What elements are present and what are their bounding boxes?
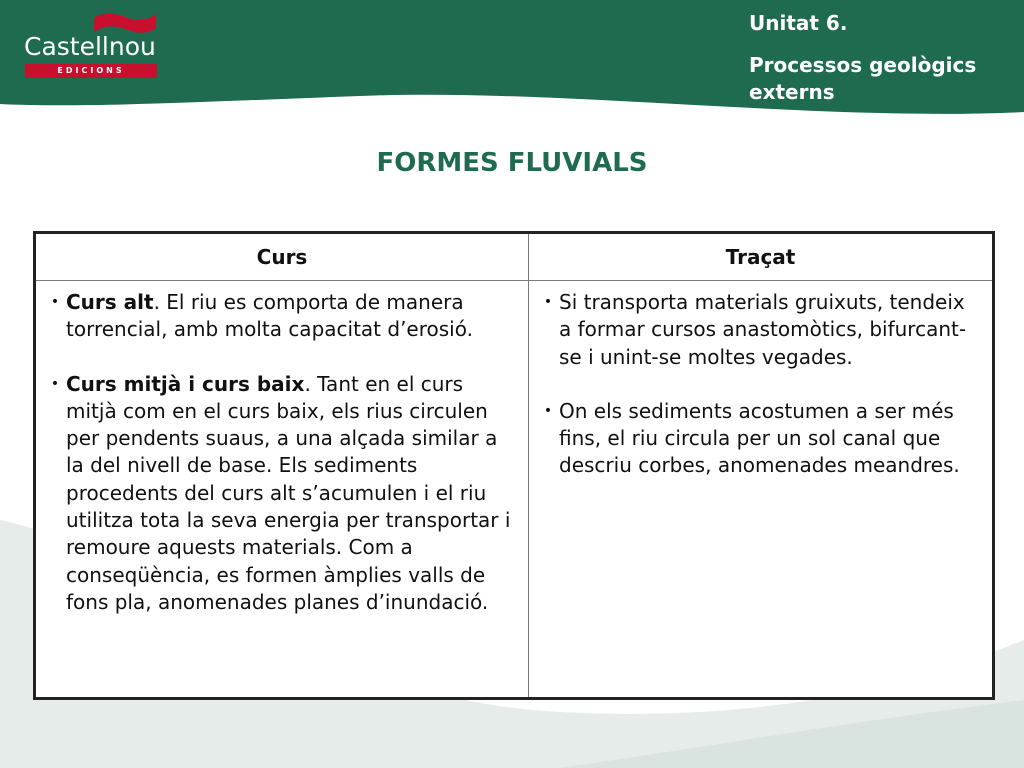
unit-label: Unitat 6. bbox=[749, 11, 848, 35]
table-row bbox=[35, 281, 994, 699]
logo-brand: Castellnou bbox=[24, 32, 156, 61]
tracat-list bbox=[537, 289, 978, 480]
logo-sub: EDICIONS bbox=[25, 64, 157, 78]
cell-tracat bbox=[529, 281, 994, 699]
header-curs: Curs bbox=[35, 233, 529, 281]
list-item bbox=[537, 289, 978, 371]
bullet-icon: • bbox=[50, 294, 60, 310]
list-item bbox=[44, 371, 514, 617]
item-text: . Tant en el curs mitjà com en el curs baix, els rius circulen per pendents suaus, a una alçada similar a la del nivell de base. Els sediments procedents del curs alt s’acumulen i el riu utilitza tota la seva energia per transportar i remoure aquests materials. Com a conseqüència, es formen àmplies valls de fons pla, anomenades planes d’inundació. bbox=[66, 371, 511, 614]
item-text: Si transporta materials gruixuts, tendeix a formar cursos anastomòtics, bifurcant-se i unint-se moltes vegades. bbox=[559, 290, 967, 369]
cell-curs bbox=[35, 281, 529, 699]
item-bold: Curs mitjà i curs baix bbox=[66, 371, 305, 396]
item-text: On els sediments acostumen a ser més fins, el riu circula per un sol canal que descriu corbes, anomenades meandres. bbox=[559, 398, 960, 478]
item-bold: Curs alt bbox=[66, 290, 154, 314]
page-title: FORMES FLUVIALS bbox=[376, 148, 648, 178]
unit-topic: Processos geològics externs bbox=[749, 53, 977, 104]
content-table bbox=[33, 231, 995, 700]
publisher-logo bbox=[22, 10, 162, 80]
unit-header bbox=[749, 10, 1019, 106]
header-tracat: Traçat bbox=[529, 233, 994, 281]
bullet-icon: • bbox=[543, 294, 553, 310]
bullet-icon: • bbox=[543, 402, 553, 419]
list-item bbox=[537, 398, 978, 480]
curs-list bbox=[44, 289, 514, 616]
list-item bbox=[44, 289, 514, 344]
item-text: . El riu es comporta de manera torrencial, amb molta capacitat d’erosió. bbox=[66, 290, 473, 342]
table-header-row bbox=[35, 233, 994, 281]
bullet-icon: • bbox=[50, 375, 60, 392]
